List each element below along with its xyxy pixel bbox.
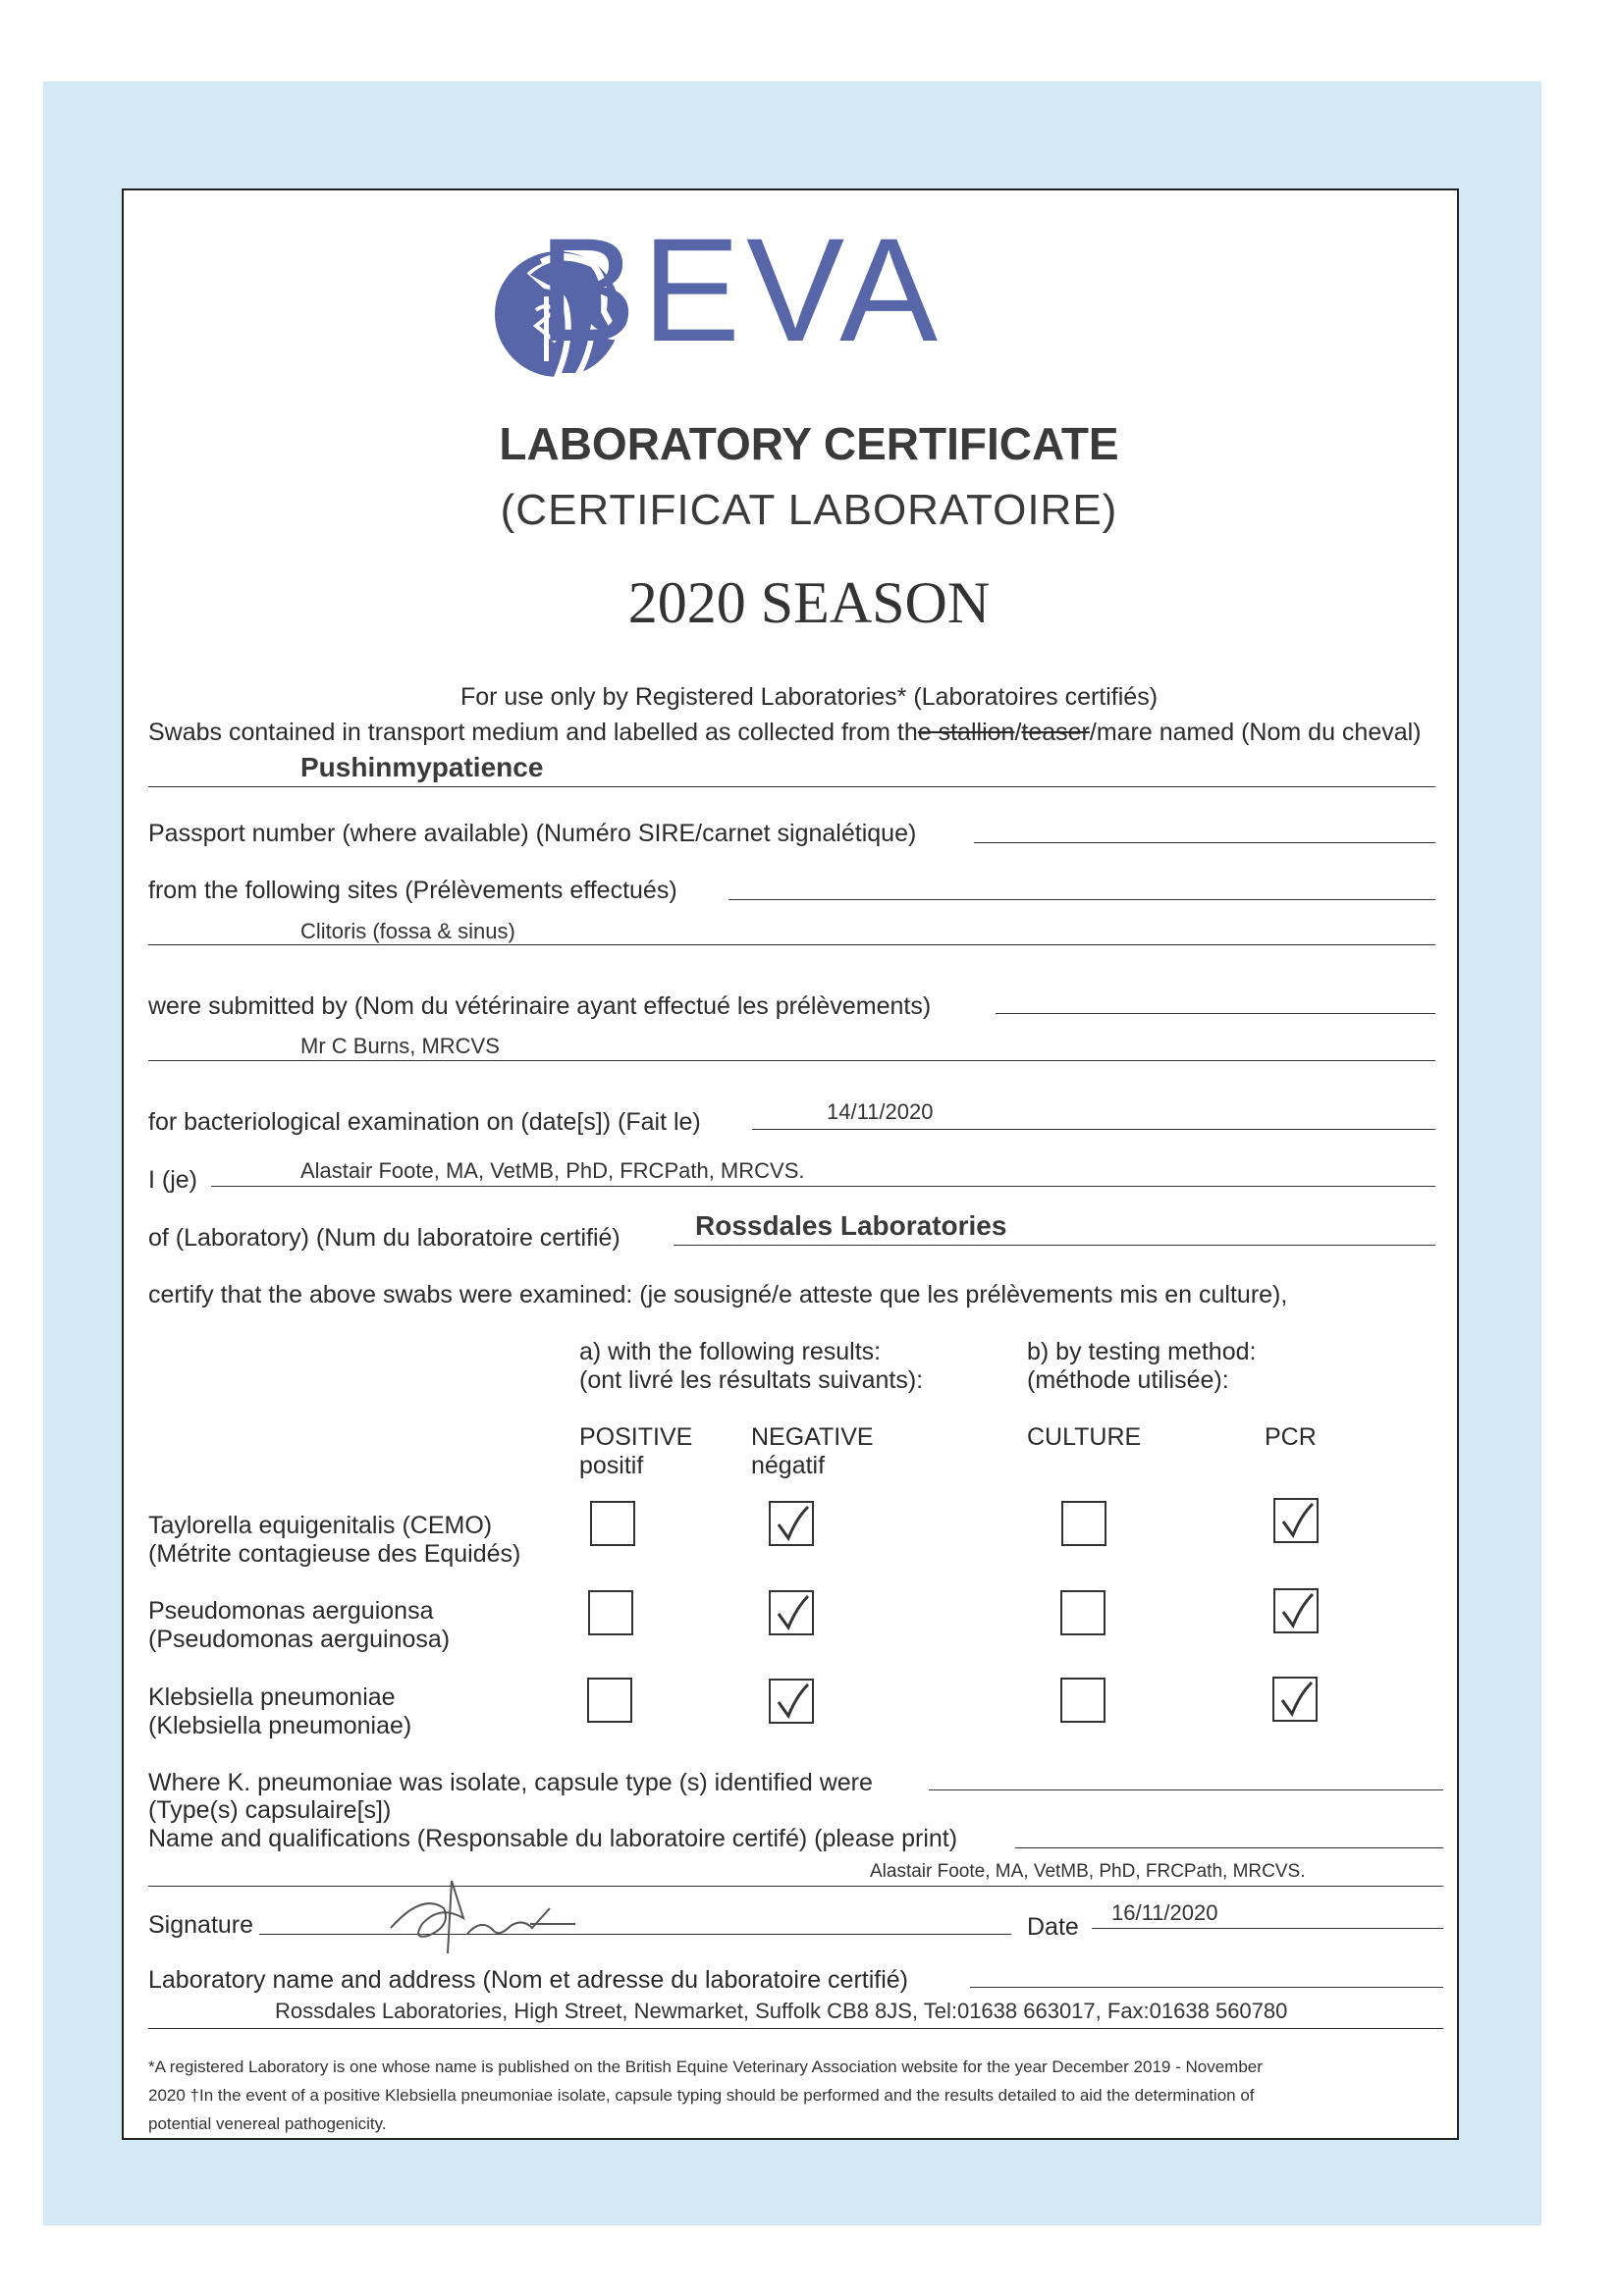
- footnote-line2: 2020 †In the event of a positive Klebsiella pneumoniae isolate, capsule typing should be performed and the results detailed to aid the determination of: [148, 2086, 1255, 2105]
- passport-label: Passport number (where available) (Numéro SIRE/carnet signalétique): [148, 820, 917, 847]
- date-label: Date: [1027, 1913, 1079, 1941]
- row-2-name-fr: (Pseudomonas aerguinosa): [148, 1626, 451, 1653]
- results-heading-a1: a) with the following results:: [579, 1338, 882, 1365]
- address-label: Laboratory name and address (Nom et adresse du laboratoire certifié): [148, 1966, 909, 1994]
- row-3-name: Klebsiella pneumoniae: [148, 1683, 396, 1711]
- row-2-culture-checkbox[interactable]: [1060, 1590, 1106, 1635]
- signature-line: [259, 1934, 1011, 1935]
- row-1-positive-checkbox[interactable]: [590, 1501, 635, 1546]
- sites-label: from the following sites (Prélèvements effectués): [148, 877, 677, 904]
- submitted-line-2: [148, 1060, 1435, 1061]
- check-mark-icon: [1279, 1502, 1317, 1541]
- je-label: I (je): [148, 1166, 197, 1194]
- row-1-culture-checkbox[interactable]: [1061, 1501, 1106, 1546]
- lab-label: of (Laboratory) (Num du laboratoire certifié): [148, 1224, 620, 1252]
- je-value: Alastair Foote, MA, VetMB, PhD, FRCPath, MRCVS.: [300, 1158, 805, 1183]
- row-3-negative-checkbox[interactable]: [769, 1679, 814, 1724]
- capsule-label: Where K. pneumoniae was isolate, capsule type (s) identified were: [148, 1769, 873, 1796]
- col-negative: NEGATIVE: [751, 1423, 874, 1451]
- results-heading-b2: (méthode utilisée):: [1027, 1366, 1229, 1394]
- sites-line: [728, 899, 1435, 900]
- horse-name-value: Pushinmypatience: [300, 752, 544, 782]
- passport-line: [974, 842, 1435, 843]
- row-3-name-fr: (Klebsiella pneumoniae): [148, 1712, 412, 1739]
- exam-date-value: 14/11/2020: [827, 1099, 934, 1124]
- sites-value: Clitoris (fossa & sinus): [300, 919, 515, 943]
- name-qual-value: Alastair Foote, MA, VetMB, PhD, FRCPath, MRCVS.: [870, 1861, 1306, 1882]
- name-qual-line-2: [148, 1886, 1443, 1887]
- address-line: [970, 1987, 1443, 1988]
- row-2-negative-checkbox[interactable]: [769, 1590, 814, 1635]
- row-3-pcr-checkbox[interactable]: [1272, 1677, 1318, 1722]
- col-culture: CULTURE: [1027, 1423, 1142, 1451]
- row-2-pcr-checkbox[interactable]: [1273, 1588, 1319, 1633]
- capsule-line: [929, 1789, 1443, 1790]
- footnote-line1: *A registered Laboratory is one whose name is published on the British Equine Veterinary Association website for the year December 2019 - November: [148, 2057, 1263, 2076]
- col-positive-fr: positif: [579, 1452, 644, 1479]
- col-positive: POSITIVE: [579, 1423, 693, 1451]
- beva-logo-text: BEVA: [538, 207, 944, 372]
- exam-label: for bacteriological examination on (date[s]) (Fait le): [148, 1108, 701, 1136]
- check-mark-icon: [775, 1594, 812, 1633]
- address-line-2: [148, 2028, 1443, 2029]
- certificate-title: LABORATORY CERTIFICATE: [499, 418, 1119, 469]
- row-2-positive-checkbox[interactable]: [588, 1590, 633, 1635]
- intro-line2: Swabs contained in transport medium and labelled as collected from the stallion/teaser/mare named (Nom du cheval): [148, 719, 1422, 746]
- check-mark-icon: [775, 1505, 812, 1544]
- date-line: [1092, 1928, 1443, 1929]
- row-1-name: Taylorella equigenitalis (CEMO): [148, 1512, 493, 1539]
- signature-label: Signature: [148, 1911, 254, 1939]
- footnote-line3: potential venereal pathogenicity.: [148, 2114, 387, 2133]
- date-value: 16/11/2020: [1111, 1900, 1218, 1925]
- results-heading-b1: b) by testing method:: [1027, 1338, 1257, 1365]
- horse-name-line: [148, 786, 1435, 787]
- col-negative-fr: négatif: [751, 1452, 826, 1479]
- row-1-name-fr: (Métrite contagieuse des Equidés): [148, 1540, 521, 1568]
- lab-value: Rossdales Laboratories: [695, 1210, 1007, 1241]
- name-qual-label: Name and qualifications (Responsable du laboratoire certifé) (please print): [148, 1825, 958, 1852]
- submitted-line: [996, 1013, 1435, 1014]
- row-2-name: Pseudomonas aerguionsa: [148, 1597, 434, 1625]
- submitted-label: were submitted by (Nom du vétérinaire ayant effectué les prélèvements): [148, 992, 932, 1020]
- results-heading-a2: (ont livré les résultats suivants):: [579, 1366, 924, 1394]
- row-1-pcr-checkbox[interactable]: [1273, 1498, 1319, 1543]
- capsule-label-fr: (Type(s) capsulaire[s]): [148, 1796, 392, 1824]
- check-mark-icon: [1278, 1681, 1316, 1720]
- row-3-positive-checkbox[interactable]: [587, 1678, 632, 1723]
- certify-text: certify that the above swabs were examined: (je sousigné/e atteste que les prélèvements mis en culture),: [148, 1281, 1288, 1308]
- row-1-negative-checkbox[interactable]: [769, 1501, 814, 1546]
- check-mark-icon: [1279, 1592, 1317, 1631]
- intro-line1: For use only by Registered Laboratories* (Laboratoires certifiés): [459, 683, 1159, 711]
- address-value: Rossdales Laboratories, High Street, Newmarket, Suffolk CB8 8JS, Tel:01638 663017, Fax:01638 560780: [275, 1999, 1288, 2023]
- certificate-title-fr: (CERTIFICAT LABORATOIRE): [500, 486, 1118, 534]
- submitted-value: Mr C Burns, MRCVS: [300, 1034, 500, 1058]
- je-line: [211, 1186, 1435, 1187]
- row-3-culture-checkbox[interactable]: [1060, 1678, 1106, 1723]
- col-pcr: PCR: [1265, 1423, 1317, 1451]
- name-qual-line: [1015, 1847, 1443, 1848]
- season-title: 2020 SEASON: [627, 570, 991, 635]
- signature-mark-icon: [383, 1879, 599, 1955]
- sites-line-2: [148, 944, 1435, 945]
- check-mark-icon: [775, 1682, 812, 1722]
- exam-date-line: [752, 1129, 1435, 1130]
- lab-line: [674, 1245, 1435, 1246]
